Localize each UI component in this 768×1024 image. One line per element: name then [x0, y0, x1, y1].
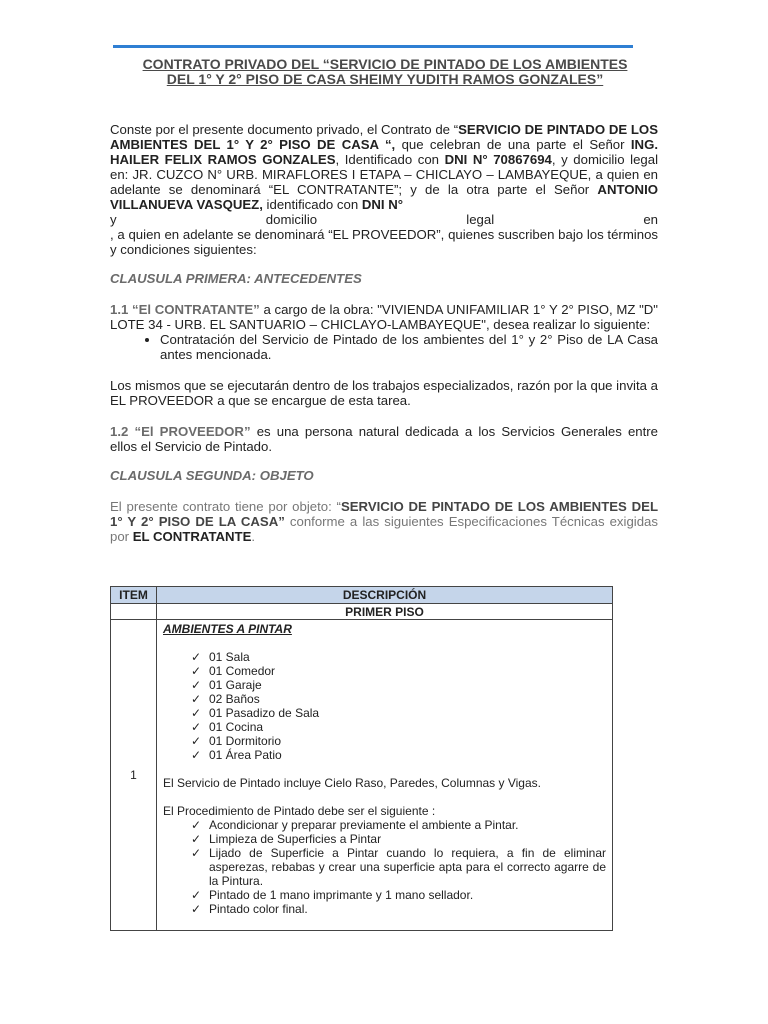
objeto-paragraph: [110, 499, 658, 544]
clausula-primera-heading: CLAUSULA PRIMERA: ANTECEDENTES: [110, 271, 362, 286]
contratante-label: 1.1 “El CONTRATANTE”: [110, 302, 260, 317]
proveedor-name: ANTONIO VILLANUEVA VASQUEZ,: [110, 182, 658, 212]
intro-text: Conste por el presente documento privado, el Contrato de “: [110, 122, 459, 137]
list-item: ✓ Limpieza de Superficies a Pintar: [191, 832, 606, 846]
title-line-2: DEL 1° Y 2° PISO DE CASA SHEIMY YUDITH RAMOS GONZALES”: [166, 71, 604, 87]
antecedente-text: a cargo de la obra: "VIVIENDA UNIFAMILIAR 1° Y 2° PISO, MZ "D" LOTE 34 - URB. EL SANTUARIO – CHICLAYO-LAMBAYEQUE", desea realizar lo siguiente:: [110, 302, 658, 332]
intro-text: identificado con: [262, 197, 362, 212]
contract-body: [110, 122, 658, 544]
list-item: ✓ 01 Garaje: [191, 678, 606, 692]
section-row: [111, 604, 613, 620]
list-item: ✓ 01 Cocina: [191, 720, 606, 734]
list-item: ✓ Acondicionar y preparar previamente el ambiente a Pintar.: [191, 818, 606, 832]
incluye-text: El Servicio de Pintado incluye Cielo Raso, Paredes, Columnas y Vigas.: [163, 776, 541, 790]
contratante-name: ING. HAILER FELIX RAMOS GONZALES: [110, 137, 658, 167]
table-row: [111, 620, 613, 931]
column-header-item: ITEM: [111, 587, 157, 604]
header-rule: [113, 45, 633, 48]
list-item: ✓ 01 Comedor: [191, 664, 606, 678]
antecedente-list: [110, 332, 658, 362]
description-cell: [157, 620, 613, 931]
list-item: ✓ 01 Área Patio: [191, 748, 606, 762]
procedimiento-list: [163, 818, 606, 916]
title-line-1: CONTRATO PRIVADO DEL “SERVICIO DE PINTADO DE LOS AMBIENTES: [142, 56, 628, 72]
intro-text: , Identificado con: [335, 152, 445, 167]
procedimiento-heading: El Procedimiento de Pintado debe ser el siguiente :: [163, 804, 436, 818]
objeto-service-name: SERVICIO DE PINTADO DE LOS AMBIENTES DEL 1° Y 2° PISO DE LA CASA”: [110, 499, 658, 529]
list-item: ✓ Pintado de 1 mano imprimante y 1 mano sellador.: [191, 888, 606, 902]
item-number: 1: [111, 620, 157, 931]
ambientes-list: [163, 650, 606, 762]
antecedente-text: es una persona natural dedicada a los Servicios Generales entre ellos el Servicio de Pintado.: [110, 424, 659, 454]
list-item: ✓ 02 Baños: [191, 692, 606, 706]
antecedente-1-2: [110, 424, 658, 454]
specifications-table: [110, 586, 613, 931]
intro-text: , y domicilio legal en: JR. CUZCO N° URB. MIRAFLORES I ETAPA – CHICLAYO – LAMBAYEQUE, a quien en adelante se denominará “EL CONTRATANTE”; y de la otra parte el Señor: [110, 152, 659, 197]
clausula-segunda-heading: CLAUSULA SEGUNDA: OBJETO: [110, 468, 314, 483]
antecedente-1-1: [110, 302, 658, 332]
intro-text: y domicilio legal en: [110, 212, 658, 227]
list-item: ✓ Pintado color final.: [191, 902, 606, 916]
table-header-row: [111, 587, 613, 604]
list-item: • Contratación del Servicio de Pintado de los ambientes del 1° y 2° Piso de LA Casa antes mencionada.: [160, 332, 658, 362]
intro-service-name: SERVICIO DE PINTADO DE LOS AMBIENTES DEL 1° Y 2° PISO DE CASA “,: [110, 122, 658, 152]
objeto-text: conforme a las siguientes Especificaciones Técnicas exigidas por: [110, 514, 658, 544]
ambientes-heading: AMBIENTES A PINTAR: [163, 622, 292, 636]
intro-text: que celebran de una parte el Señor: [395, 137, 631, 152]
contratante-dni: DNI N° 70867694: [444, 152, 552, 167]
proveedor-label: 1.2 “El PROVEEDOR”: [110, 424, 251, 439]
list-item: ✓ 01 Sala: [191, 650, 606, 664]
list-item: ✓ Lijado de Superficie a Pintar cuando lo requiera, a fin de eliminar asperezas, rebabas y crear una superficie apta para el correcto agarre de la Pintura.: [191, 846, 606, 888]
proveedor-dni: DNI N°: [361, 197, 404, 212]
list-item: ✓ 01 Pasadizo de Sala: [191, 706, 606, 720]
empty-cell: [111, 604, 157, 620]
objeto-text: .: [251, 529, 256, 544]
section-label: PRIMER PISO: [157, 604, 613, 620]
objeto-text: El presente contrato tiene por objeto: “: [110, 499, 341, 514]
column-header-description: DESCRIPCIÓN: [157, 587, 613, 604]
intro-text: , a quien en adelante se denominará “EL PROVEEDOR”, quienes suscriben bajo los términos y condiciones siguientes:: [110, 227, 658, 257]
list-item: ✓ 01 Dormitorio: [191, 734, 606, 748]
contract-title: [110, 57, 660, 87]
intro-paragraph: [110, 122, 658, 257]
objeto-contratante: EL CONTRATANTE: [132, 529, 252, 544]
antecedente-paragraph: Los mismos que se ejecutarán dentro de los trabajos especializados, razón por la que invita a EL PROVEEDOR a que se encargue de esta tarea.: [110, 378, 658, 408]
